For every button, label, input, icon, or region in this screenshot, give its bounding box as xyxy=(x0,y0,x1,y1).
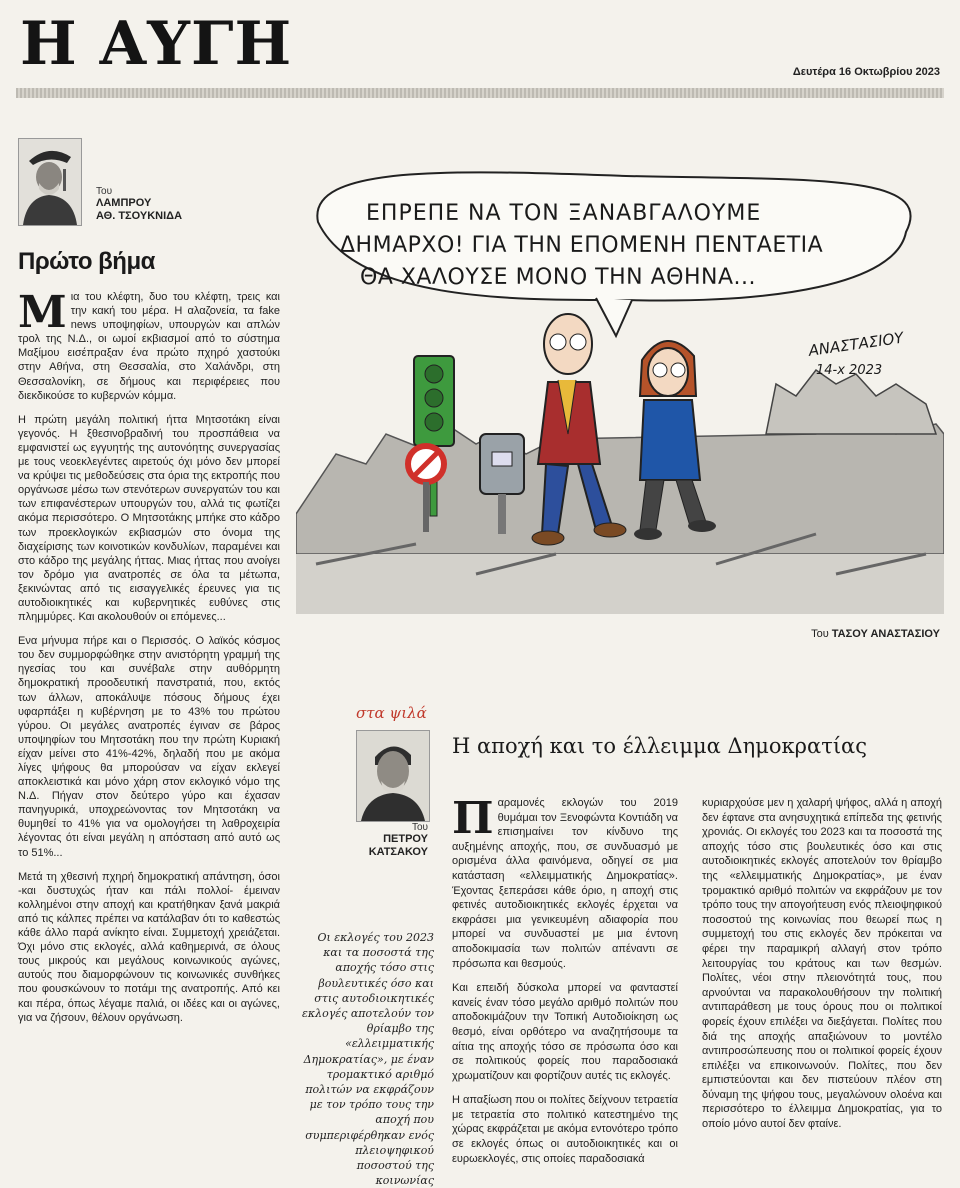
author-byline xyxy=(356,822,428,859)
paragraph: Μια του κλέφτη, δυο του κλέφτη, τρεις και την κακή του μέρα. Η αλαζονεία, τα fake news υποψηφίων, υπουργών και απλών τρολ της Ν.Δ., οι ωμοί εκβιασμοί από το σύστημα Μαξίμου εισέπραξαν ένα πρώτο πχηρό χαστούκι στην Αθήνα, στη Θεσσαλία, στο Χαλάνδρι, στη Θεσσαλονίκη, σε δήμους και περιφέρειες που διεκδικούσε το κυβερνών κόμμα. xyxy=(18,287,280,402)
speech-line-1: ΕΠΡΕΠΕ ΝΑ ΤΟΝ ΞΑΝΑΒΓΑΛΟΥΜΕ xyxy=(366,201,762,226)
article-title: Η αποχή και το έλλειμμα Δημοκρατίας xyxy=(452,734,867,758)
byline-prefix: Του xyxy=(96,186,113,197)
cartoonist-signature: ΑΝΑΣΤΑΣΙΟΥ xyxy=(807,328,905,360)
author-name-last: ΑΘ. ΤΣΟΥΚΝΙΔΑ xyxy=(96,210,183,222)
author-name-first: ΛΑΜΠΡΟΥ xyxy=(96,197,152,209)
author-photo xyxy=(18,138,82,226)
header-rule xyxy=(16,88,944,98)
paragraph: Παραμονές εκλογών του 2019 θυμάμαι τον Ξενοφώντα Κοντιάδη να επισημαίνει τον κίνδυνο της αυξημένης αποχής, που, σε συνδυασμό με ορισμένα άλλα φαινόμενα, οδηγεί σε μια κατάσταση «ελλειμματικής Δημοκρατίας». Έχοντας ξεπεράσει κάθε όριο, η αποχή στις φετινές αυτοδιοικητικές εκλογές έρχεται να εκφράσει μια γενικευμένη αδιαφορία που μπορεί να συνδυαστεί με μια έντονη αποδοκιμασία των πολιτών απέναντι σε πρόσωπα και θεσμούς. xyxy=(452,793,678,970)
speech-line-2: ΔΗΜΑΡΧΟ! ΓΙΑ ΤΗΝ ΕΠΟΜΕΝΗ ΠΕΝΤΑΕΤΙΑ xyxy=(340,233,824,258)
political-cartoon xyxy=(296,134,944,614)
issue-date: Δευτέρα 16 Οκτωβρίου 2023 xyxy=(792,66,940,78)
credit-prefix: Του xyxy=(811,628,829,640)
paragraph: Ενα μήνυμα πήρε και ο Περισσός. Ο λαϊκός κόσμος του δεν συμμορφώθηκε στην ανιστόρητη γραμμή της ηγεσίας του και συνέβαλε στην αυθόρμητη δημοκρατική προοδευτική πανστρατιά, που, εκτός των άλλων, αποκάλυψε πόσους δήμους έχει υφαρπάξει η κυβέρνηση με το 43% του πρώτου γύρου. Οι μεγάλες ανατροπές έγιναν σε βάρος υποψηφίων του Μητσοτάκη που την πρώτη Κυριακή είχαν μείνει στο 41%-42%, δηλαδή που με ακόμα λίγες ψήφους θα μπορούσαν να είχαν εκλεγεί αποκλειστικά και μόνο χάρη στον εκλογικό νόμο της Ν.Δ. Πήγαν στον δεύτερο γύρο και έχασαν πανηγυρικά, υποχρεώνοντας τον Μητσοτάκη να θυμηθεί το 41% για να ομολογήσει τη λαθροχειρία λέγοντας ότι είναι μεγάλη η απόσταση από αυτό ως το 51%... xyxy=(18,635,280,859)
paragraph: κυριαρχούσε μεν η χαλαρή ψήφος, αλλά η αποχή δεν έφτανε στα ανησυχητικά επίπεδα της φετινής χρονιάς. Οι εκλογές του 2023 και τα ποσοστά της αποχής τόσο στις βουλευτικές όσο και στις αυτοδιοικητικές εκλογές αποτελούν τον θρίαμβο της «ελλειμματικής Δημοκρατίας», με έναν τρομακτικό αριθμό πολιτών να εκφράζουν με τον τρόπο τους την απογοήτευση ενός πλειοψηφικού ποσοστού της κοινωνίας που θεωρεί πως η συμμετοχή του στις εκλογές δεν πρόκειται να φέρει την παραμικρή αλλαγή στον τρόπο λειτουργίας του κράτους και των θεσμών. Πολίτες, νέοι στην πλειονότητά τους, που αρνούνται να παρακολουθήσουν την πολιτική αντιπαράθεση με τους όρους που οι πολιτικοί φορείς έχουν επιλέξει να διεξάγεται. Πολίτες που διά της αποχής απαξιώνουν το μοντέλο αντιπροσώπευσης που οι πολιτικοί φορείς έχουν επιλέξει να επικοινωνούν. Πολίτες, που δεν εμπιστεύονται και δεν πιστεύουν πλέον στη δύναμη της ψήφου τους, μεγαλώνουν ολοένα και περισσότερο το έλλειμμα Δημοκρατίας, για το οποίο μόνο αυτοί δεν φταίνε. xyxy=(702,797,942,1131)
newspaper-masthead: Η ΑΥΓΗ xyxy=(20,9,293,79)
section-label: στα ψιλά xyxy=(356,704,427,722)
paragraph: Η πρώτη μεγάλη πολιτική ήττα Μητσοτάκη είναι γεγονός. Η ξθεσινοβραδινή του προσπάθεια να εμφανιστεί ως εγγυητής της αυτονόητης συνεργασίας με τους νεοεκλεγέντες αιρετούς όχι μόνο δεν μπορεί να κρύψει τις μεθοδεύσεις στα όρια της εκτροπής που οργάνωσε μέσω των στενότερων συνεργατών του και των επιφανέστερων υπουργών του, αλλά τις φωτίζει ακόμα περισσότερο. Ο Μητσοτάκης μπήκε στο κάδρο των προεκλογικών εκβιασμών στο όνομα της διαχείρισης των κοινοτικών κονδυλίων, παραμένει και στο κάδρο της μεγάλης ήττας. Μιας ήττας που ανοίγει τον δρόμο για ανατροπές σε όλα τα μέτωπα, ξεκινώντας από τις εισαγγελικές έρευνες για τις αυτοδιοικητικές και κυβερνητικές ευθύνες στις πλημμύρες. Και ακολουθούν οι επόμενες... xyxy=(18,413,280,624)
paragraph: Μετά τη χθεσινή πχηρή δημοκρατική απάντηση, όσοι -και δυστυχώς ήταν και πάλι πολλοί- έμειναν κολλημένοι στην αποχή και κρατήθηκαν ξανά μακριά από τις κάλπες πρέπει να κατάλαβαν ότι το καθεστώς κάθε άλλο παρά ανίκητο είναι. Συμμετοχή χρειάζεται. Όχι μόνο στις εκλογές, αλλά καθημερινά, σε όλους τους μικρούς και μεγάλους κοινωνικούς αγώνες, αυτούς που διαμορφώνουν τις κοινωνικές συνθήκες που φουσκώνουν το ποτάμι της ανατροπής. Από κει και πέρα, όπως λέγαμε παλιά, οι ιδέες και οι αγώνες, για να ζήσουν, θέλουν οργάνωση. xyxy=(18,870,280,1024)
author-byline xyxy=(96,186,182,223)
author-photo xyxy=(356,730,430,822)
column-title: Πρώτο βήμα xyxy=(18,248,155,275)
author-name-last: ΚΑΤΣΑΚΟΥ xyxy=(368,846,428,858)
pull-quote: Οι εκλογές του 2023 και τα ποσοστά της αποχής τόσο στις βουλευτικές όσο και στις αυτοδιοικητικές εκλογές αποτελούν τον θρίαμβο της «ελλειμματικής Δημοκρατίας», με έναν τρομακτικό αριθμό πολιτών να εκφράζουν με τον τρόπο τους την αποχή που συμπεριφέρθηκαν ενός πλειοψηφικού ποσοστού της κοινωνίας xyxy=(302,931,434,1188)
paragraph: Και επειδή δύσκολα μπορεί να φανταστεί κανείς έναν τόσο μεγάλο αριθμό πολιτών που αποδοκιμάζουν την Τοπική Αυτοδιοίκηση ως θεσμό, είναι ορθότερο να αναζητήσουμε τα αίτια της αποχής τόσο σε πρόσωπα όσο και σε πολιτικούς φορείς που παραδοσιακά χρωματίζουν και φορτίζουν αυτές τις εκλογές. xyxy=(452,982,678,1082)
cartoon-credit xyxy=(811,628,940,640)
credit-name: ΤΑΣΟΥ ΑΝΑΣΤΑΣΙΟΥ xyxy=(831,628,940,640)
article-body-column-2 xyxy=(702,796,942,1142)
column-body xyxy=(18,287,280,1035)
drop-cap: Μ xyxy=(18,287,67,338)
speech-line-3: ΘΑ ΧΑΛΟΥΣΕ ΜΟΝΟ ΤΗΝ ΑΘΗΝΑ... xyxy=(360,265,756,290)
byline-prefix: Του xyxy=(411,822,428,833)
author-name-first: ΠΕΤΡΟΥ xyxy=(383,833,428,845)
drop-cap: Π xyxy=(452,793,494,844)
article-body-column-1 xyxy=(452,793,678,1176)
paragraph: Η απαξίωση που οι πολίτες δείχνουν τετραετία με τετραετία στο πολιτικό κατεστημένο της χώρας εκφράζεται με ακόμα εντονότερο τρόπο σε εκλογές όπως οι αυτοδιοικητικές και οι ευρωεκλογές, στις οποίες παραδοσιακά xyxy=(452,1094,678,1165)
cartoonist-signature-date: 14-x 2023 xyxy=(816,363,883,378)
